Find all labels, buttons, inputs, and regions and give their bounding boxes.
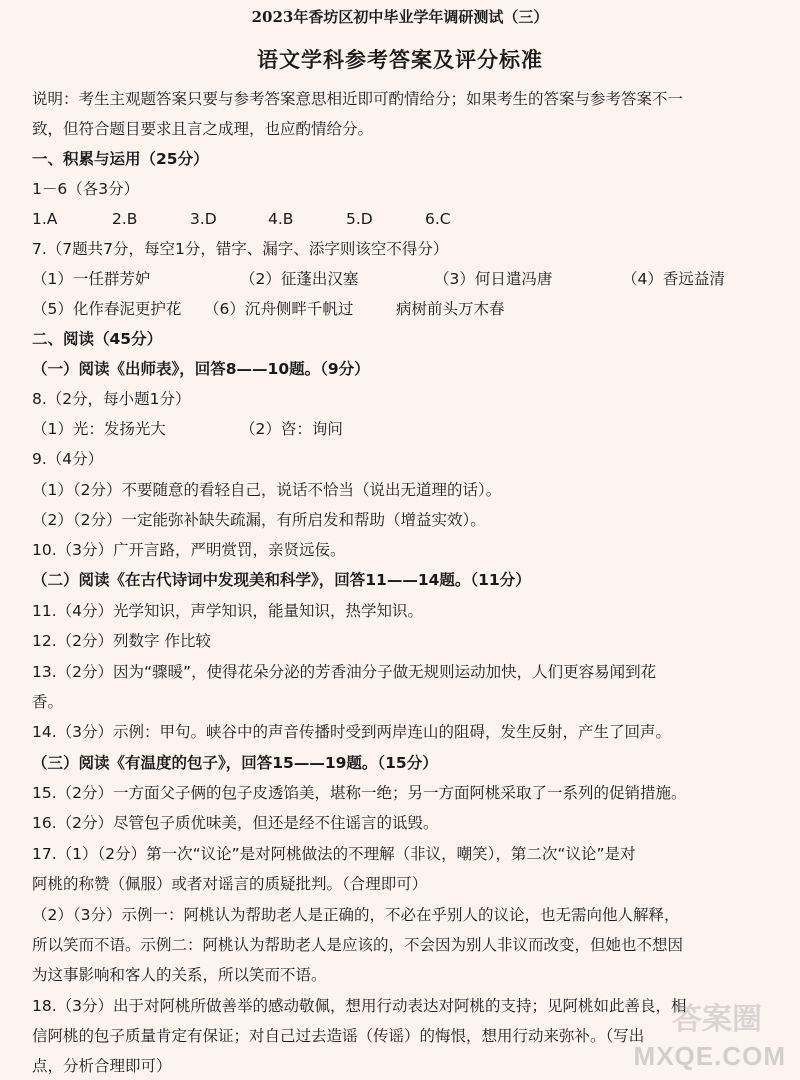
q13-line-2: 香。 — [32, 693, 64, 711]
q18-line-2: 信阿桃的包子质量肯定有保证；对自己过去造谣（传谣）的悔恨，想用行动来弥补。（写出 — [32, 1027, 645, 1045]
q9-answer-1: （1）（2分）不要随意的看轻自己，说话不恰当（说出无道理的话）。 — [32, 481, 502, 499]
q16-answer: 16.（2分）尽管包子质优味美，但还是经不住谣言的诋毁。 — [32, 814, 439, 832]
q7-answer: （4）香远益清 — [622, 270, 725, 288]
mc-answer: 6.C — [425, 210, 451, 228]
q15-answer: 15.（2分）一方面父子俩的包子皮透馅美，堪称一绝；另一方面阿桃采取了一系列的促销措施。 — [32, 784, 687, 802]
note-line-1: 说明：考生主观题答案只要与参考答案意思相近即可酌情给分；如果考生的答案与参考答案不一 — [32, 90, 684, 108]
q17-1-line-2: 阿桃的称赞（佩服）或者对谣言的质疑批判。（合理即可） — [32, 875, 428, 893]
q17-2-line-2: 所以笑而不语。示例二：阿桃认为帮助老人是应该的，不会因为别人非议而改变，但她也不想因 — [32, 936, 684, 954]
q7-answer: （3）何日遣冯唐 — [434, 270, 553, 288]
mc-note: 1－6（各3分） — [32, 180, 140, 198]
q11-answer: 11.（4分）光学知识，声学知识，能量知识，热学知识。 — [32, 602, 424, 620]
q17-2-line-3: 为这事影响和客人的关系，所以笑而不语。 — [32, 966, 327, 984]
q17-1-line-1: 17.（1）（2分）第一次“议论”是对阿桃做法的不理解（非议，嘲笑），第二次“议论”是对 — [32, 845, 636, 863]
q18-line-3: 点，分析合理即可） — [32, 1057, 172, 1075]
part3-heading: （三）阅读《有温度的包子》，回答15——19题。（15分） — [32, 754, 438, 772]
mc-answer: 3.D — [190, 210, 217, 228]
q18-line-1: 18.（3分）出于对阿桃所做善举的感动敬佩，想用行动表达对阿桃的支持；见阿桃如此善良，相 — [32, 997, 687, 1015]
mc-answer: 4.B — [268, 210, 294, 228]
note-line-2: 致，但符合题目要求且言之成理，也应酌情给分。 — [32, 120, 374, 138]
mc-answer: 5.D — [346, 210, 373, 228]
q13-line-1: 13.（2分）因为“骤暖”，使得花朵分泌的芳香油分子做无规则运动加快，人们更容易闻到花 — [32, 663, 657, 681]
q8-row — [32, 418, 780, 440]
section2-heading: 二、阅读（45分） — [32, 330, 163, 348]
q7-head: 7.（7题共7分，每空1分，错字、漏字、添字则该空不得分） — [32, 240, 449, 258]
q14-answer: 14.（3分）示例：甲句。峡谷中的声音传播时受到两岸连山的阻碍，发生反射，产生了回声。 — [32, 723, 672, 741]
watermark-text: MXQE.COM — [633, 1041, 786, 1071]
part2-heading: （二）阅读《在古代诗词中发现美和科学》，回答11——14题。（11分） — [32, 571, 531, 589]
q8-answer: （1）光：发扬光大 — [32, 420, 166, 438]
q12-answer: 12.（2分）列数字 作比较 — [32, 632, 211, 650]
section1-heading: 一、积累与运用（25分） — [32, 150, 209, 168]
q7-answer: （2）征蓬出汉塞 — [240, 270, 359, 288]
q8-answer: （2）咨：询问 — [240, 420, 343, 438]
watermark-logo: 答案圈 — [672, 1002, 762, 1037]
q10-answer: 10.（3分）广开言路，严明赏罚，亲贤远佞。 — [32, 541, 346, 559]
doc-title: 语文学科参考答案及评分标准 — [257, 47, 543, 72]
exam-title: 2023年香坊区初中毕业学年调研测试（三） — [251, 8, 549, 26]
q7-answer: 病树前头万木春 — [396, 300, 505, 318]
mc-answer: 2.B — [112, 210, 138, 228]
q9-answer-2: （2）（2分）一定能弥补缺失疏漏，有所启发和帮助（增益实效）。 — [32, 511, 486, 529]
q7-answer: （5）化作春泥更护花 — [32, 300, 182, 318]
q7-answer: （6）沉舟侧畔千帆过 — [204, 300, 354, 318]
q7-row-1 — [32, 268, 780, 290]
mc-answers-row — [32, 208, 780, 230]
part1-heading: （一）阅读《出师表》，回答8——10题。（9分） — [32, 360, 370, 378]
q7-answer: （1）一任群芳妒 — [32, 270, 151, 288]
q7-row-2 — [32, 298, 780, 320]
q9-head: 9.（4分） — [32, 450, 104, 468]
q8-head: 8.（2分，每小题1分） — [32, 390, 191, 408]
q17-2-line-1: （2）（3分）示例一：阿桃认为帮助老人是正确的，不必在乎别人的议论，也无需向他人解释， — [32, 906, 680, 924]
mc-answer: 1.A — [32, 210, 58, 228]
